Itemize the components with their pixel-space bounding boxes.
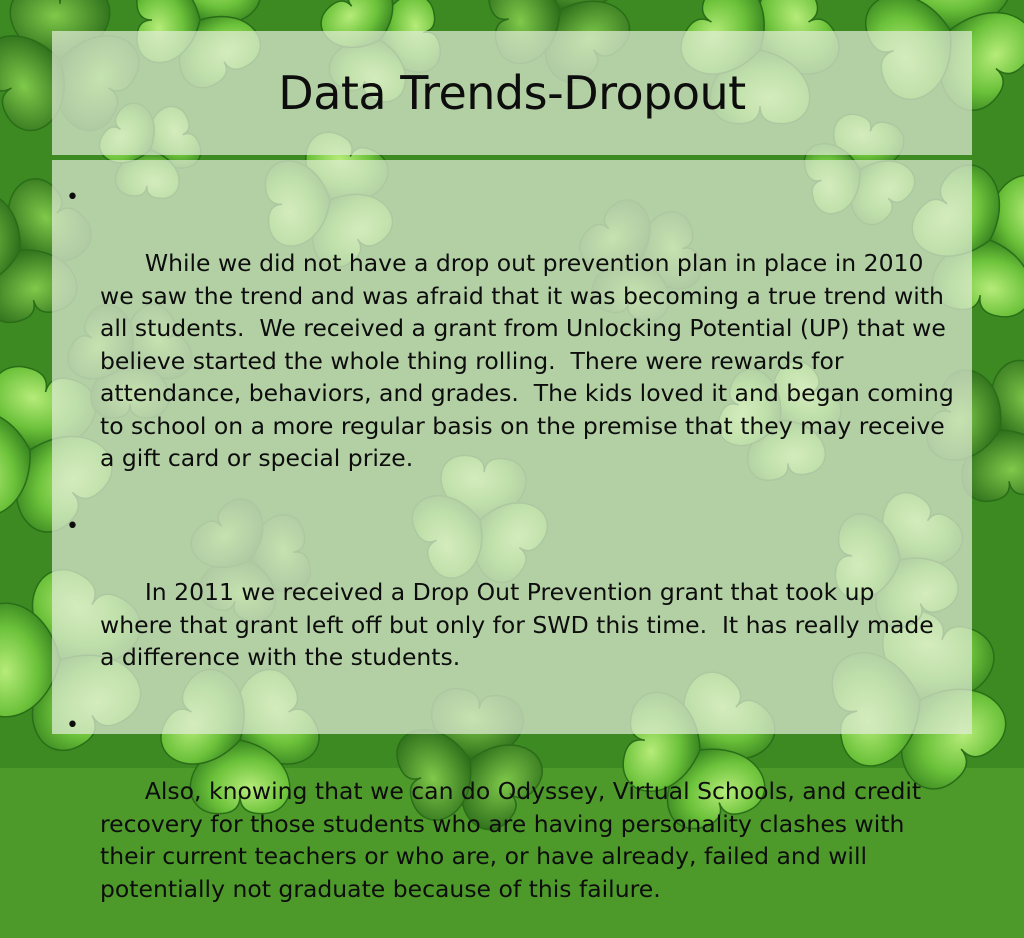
bullet-item — [52, 710, 954, 938]
content-panel — [52, 160, 972, 903]
bullet-icon: • — [66, 713, 79, 738]
bullet-item — [52, 511, 954, 706]
bullet-text: While we did not have a drop out prevention plan in place in 2010 we saw the trend and was afraid that it was becoming a true trend with all students. We received a grant from Unlocking Potential (UP) that we believe started the whole thing rolling. There were rewards for attendance, behaviors, and grades. The kids loved it and began coming to school on a more regular basis on the premise that they may receive a gift card or special prize. — [100, 249, 962, 472]
bullet-text: In 2011 we received a Drop Out Prevention grant that took up where that grant left off but only for SWD this time. It has really made a difference with the students. — [100, 578, 942, 671]
bullet-text: Also, knowing that we can do Odyssey, Virtual Schools, and credit recovery for those students who are having personality clashes with their current teachers or who are, or have already, failed and will potentially not graduate because of this failure. — [100, 777, 929, 903]
bullet-icon: • — [66, 185, 79, 210]
bullet-icon: • — [66, 514, 79, 539]
slide-title: Data Trends-Dropout — [278, 66, 746, 120]
bullet-item — [52, 182, 962, 507]
title-panel — [52, 31, 972, 155]
bullet-list — [52, 160, 972, 938]
